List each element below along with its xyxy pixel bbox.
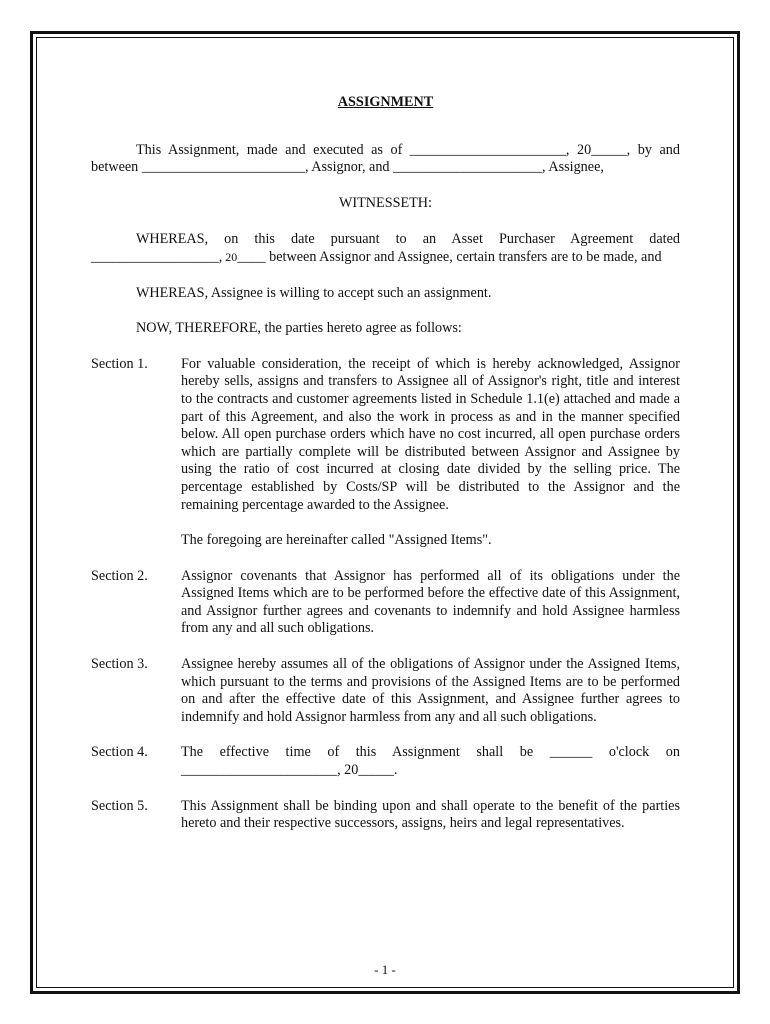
- section-3: [91, 656, 680, 726]
- section-1-body: [181, 356, 680, 550]
- section-2-text: Assignor covenants that Assignor has performed all of its obligations under the Assigned Items which are to be performed before the effective date of this Assignment, and Assignor further agrees and covenants to indemnify and hold Assignee harmless from any and all such obligations.: [181, 567, 680, 637]
- whereas-1-text-a: WHEREAS, on this date pursuant to an Asset Purchaser Agreement dated __________________,: [91, 231, 680, 265]
- section-5-text: This Assignment shall be binding upon and shall operate to the benefit of the parties hereto and their respective successors, assigns, heirs and legal representatives.: [181, 797, 680, 832]
- section-3-body: [181, 656, 680, 726]
- whereas-paragraph-1: [91, 231, 680, 266]
- section-1: [91, 356, 680, 550]
- section-2-label: Section 2.: [91, 567, 148, 584]
- document-title: ASSIGNMENT: [337, 94, 434, 110]
- intro-text: This Assignment, made and executed as of ______________________, 20_____, by and between _______________________, Assignor, and _____________________, Assignee,: [91, 141, 680, 176]
- section-2: [91, 568, 680, 638]
- document-body: [91, 94, 680, 851]
- section-4-text: The effective time of this Assignment shall be ______ o'clock on ______________________, 20_____.: [181, 744, 680, 779]
- section-5: [91, 798, 680, 833]
- section-4-body: [181, 744, 680, 779]
- page-number: - 1 -: [374, 962, 396, 977]
- intro-paragraph: [91, 142, 680, 177]
- section-1-label: Section 1.: [91, 355, 148, 372]
- section-1-text: For valuable consideration, the receipt of which is hereby acknowledged, Assignor hereby sells, assigns and transfers to Assignee all of Assignor's right, title and interest to the contracts and customer agreements listed in Schedule 1.1(e) attached and made a part of this Agreement, and also the work in process as and in the manner specified below. All open purchase orders which have no cost incurred, all open purchase orders which are partially complete will be distributed between Assignor and Assignee by using the ratio of cost incurred at closing date divided by the selling price. The percentage established by Costs/SP will be distributed to the Assignor and the remaining percentage awarded to the Assignee.: [181, 355, 680, 513]
- now-therefore-paragraph: NOW, THEREFORE, the parties hereto agree as follows:: [136, 320, 462, 337]
- section-4: [91, 744, 680, 779]
- section-3-label: Section 3.: [91, 656, 148, 673]
- whereas-1-small-text: 20: [222, 249, 238, 264]
- section-2-body: [181, 568, 680, 638]
- section-5-label: Section 5.: [91, 797, 148, 814]
- section-1-text-2: The foregoing are hereinafter called "Assigned Items".: [181, 532, 492, 549]
- section-4-label: Section 4.: [91, 744, 148, 761]
- whereas-paragraph-2: WHEREAS, Assignee is willing to accept such an assignment.: [136, 284, 492, 301]
- section-5-body: [181, 798, 680, 833]
- whereas-1-text-b: ____ between Assignor and Assignee, certain transfers are to be made, and: [237, 248, 662, 265]
- section-3-text: Assignee hereby assumes all of the obligations of Assignor under the Assigned Items, which pursuant to the terms and provisions of the Assigned Items are to be performed on and after the effective date of this Assignment, and Assignee further agrees to indemnify and hold Assignor harmless from any and all such obligations.: [181, 656, 680, 725]
- witnesseth-heading: WITNESSETH:: [339, 194, 432, 211]
